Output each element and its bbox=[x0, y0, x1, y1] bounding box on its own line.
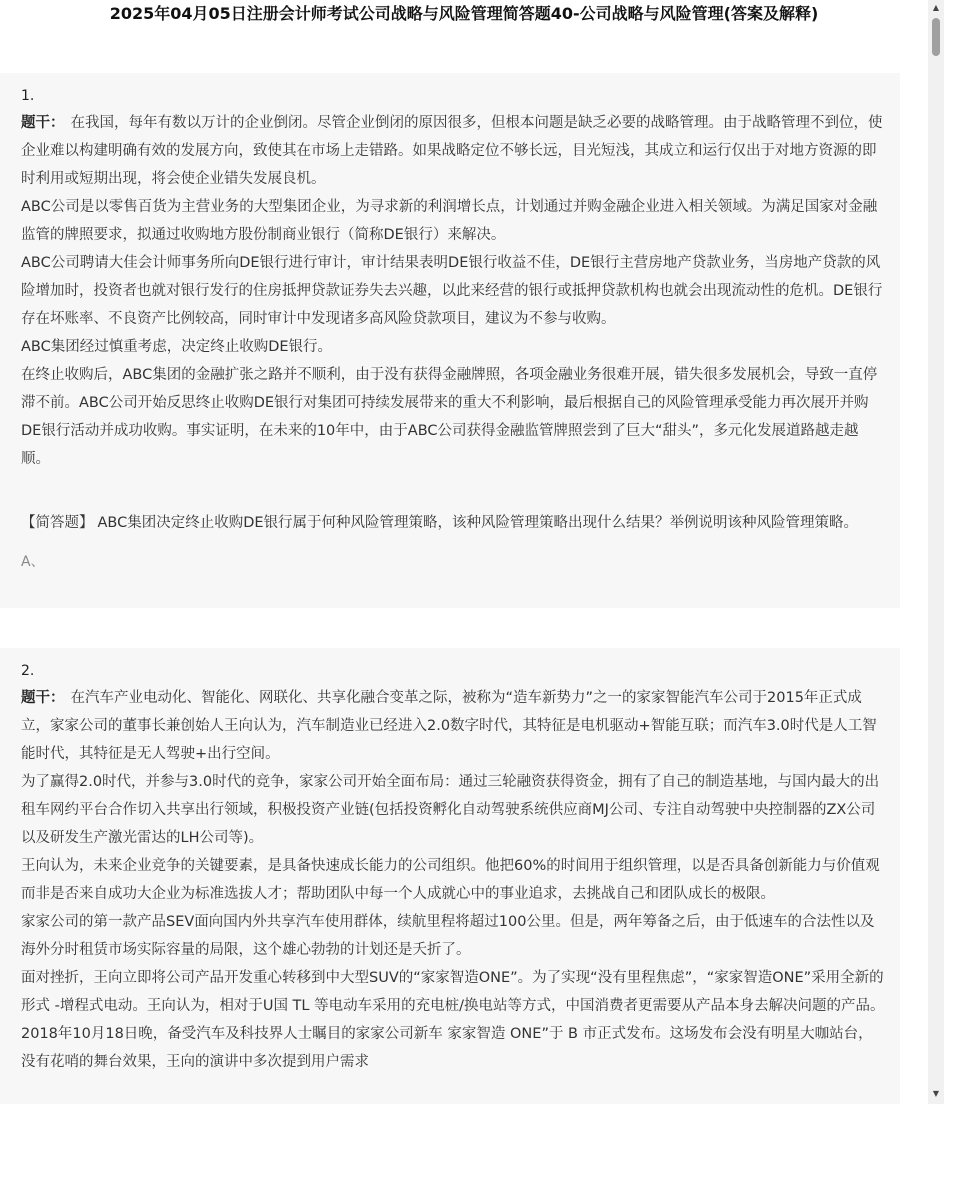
question-text: ABC集团决定终止收购DE银行属于何种风险管理策略，该种风险管理策略出现什么结果？举例说明该种风险管理策略。 bbox=[97, 515, 859, 531]
stem-paragraph: 王向认为，未来企业竞争的关键要素，是具备快速成长能力的公司组织。他把60%的时间用于组织管理，以是否具备创新能力与价值观而非是否来自成功大企业为标准选拔人才；帮助团队中每一个人成就心中的事业追求，去挑战自己和团队成长的极限。 bbox=[21, 858, 880, 902]
scroll-up-arrow-icon[interactable]: ▲ bbox=[932, 3, 940, 12]
question-number: 2. bbox=[21, 663, 35, 679]
vertical-scrollbar[interactable] bbox=[928, 0, 944, 1104]
stem-paragraph: 家家公司的第一款产品SEV面向国内外共享汽车使用群体，续航里程将超过100公里。但是，两年筹备之后，由于低速车的合法性以及海外分时租赁市场实际容量的局限，这个雄心勃勃的计划还是夭折了。 bbox=[21, 914, 875, 958]
stem-label: 题干： bbox=[21, 690, 65, 706]
stem-paragraph: 为了赢得2.0时代，并参与3.0时代的竞争，家家公司开始全面布局：通过三轮融资获得资金，拥有了自己的制造基地，与国内最大的出租车网约平台合作切入共享出行领域，积极投资产业链(包括投资孵化自动驾驶系统供应商MJ公司、专注自动驾驶中央控制器的ZX公司以及研发生产激光雷达的LH公司等)。 bbox=[21, 774, 880, 846]
stem-paragraph: 面对挫折，王向立即将公司产品开发重心转移到中大型SUV的“家家智造ONE”。为了实现“没有里程焦虑”，“家家智造ONE”采用全新的形式 -增程式电动。王向认为，相对于U国 TL 等电动车采用的充电桩/换电站等方式，中国消费者更需要从产品本身去解决问题的产品。 bbox=[21, 970, 885, 1014]
scroll-down-arrow-icon[interactable]: ▼ bbox=[932, 1089, 940, 1098]
scrollbar-thumb[interactable] bbox=[932, 18, 940, 56]
stem-paragraph: ABC公司是以零售百货为主营业务的大型集团企业，为寻求新的利润增长点，计划通过并购金融企业进入相关领域。为满足国家对金融监管的牌照要求，拟通过收购地方股份制商业银行（简称DE银行）来解决。 bbox=[21, 199, 878, 243]
stem-paragraph: ABC公司聘请大佳会计师事务所向DE银行进行审计，审计结果表明DE银行收益不佳，DE银行主营房地产贷款业务，当房地产贷款的风险增加时，投资者也就对银行发行的住房抵押贷款证券失去兴趣，以此来经营的银行或抵押贷款机构也就会出现流动性的危机。DE银行存在坏账率、不良资产比例较高，同时审计中发现诸多高风险贷款项目，建议为不参与收购。 bbox=[21, 255, 883, 327]
page-title: 2025年04月05日注册会计师考试公司战略与风险管理简答题40-公司战略与风险管理(答案及解释) bbox=[109, 4, 819, 23]
question-card-2 bbox=[0, 648, 900, 1104]
stem-paragraph: ABC集团经过慎重考虑，决定终止收购DE银行。 bbox=[21, 339, 333, 355]
stem-paragraph: 在终止收购后，ABC集团的金融扩张之路并不顺利，由于没有获得金融牌照，各项金融业务很难开展，错失很多发展机会，导致一直停滞不前。ABC公司开始反思终止收购DE银行对集团可持续发展带来的重大不利影响，最后根据自己的风险管理承受能力再次展开并购DE银行活动并成功收购。事实证明，在未来的10年中，由于ABC公司获得金融监管牌照尝到了巨大“甜头”，多元化发展道路越走越顺。 bbox=[21, 367, 878, 467]
question-type-label: 【简答题】 bbox=[21, 515, 94, 531]
stem-paragraph bbox=[21, 684, 886, 768]
stem-label: 题干： bbox=[21, 115, 65, 131]
stem-paragraph: 2018年10月18日晚，备受汽车及科技界人士瞩目的家家公司新车 家家智造 ONE”于 B 市正式发布。这场发布会没有明星大咖站台，没有花哨的舞台效果，王向的演讲中多次提到用户需求 bbox=[21, 1026, 873, 1070]
stem-paragraph bbox=[21, 109, 886, 193]
stem-text: 在我国，每年有数以万计的企业倒闭。尽管企业倒闭的原因很多，但根本问题是缺乏必要的战略管理。由于战略管理不到位，使企业难以构建明确有效的发展方向，致使其在市场上走错路。如果战略定位不够长远，目光短浅，其成立和运行仅出于对地方资源的即时利用或短期出现，将会使企业错失发展良机。 bbox=[21, 115, 883, 187]
question-card-1 bbox=[0, 73, 900, 608]
question-number: 1. bbox=[21, 88, 35, 104]
answer-option[interactable]: A、 bbox=[21, 554, 45, 570]
short-answer-question bbox=[21, 509, 886, 537]
stem-text: 在汽车产业电动化、智能化、网联化、共享化融合变革之际，被称为“造车新势力”之一的家家智能汽车公司于2015年正式成立，家家公司的董事长兼创始人王向认为，汽车制造业已经进入2.0数字时代，其特征是电机驱动+智能互联；而汽车3.0时代是人工智能时代，其特征是无人驾驶+出行空间。 bbox=[21, 690, 877, 762]
